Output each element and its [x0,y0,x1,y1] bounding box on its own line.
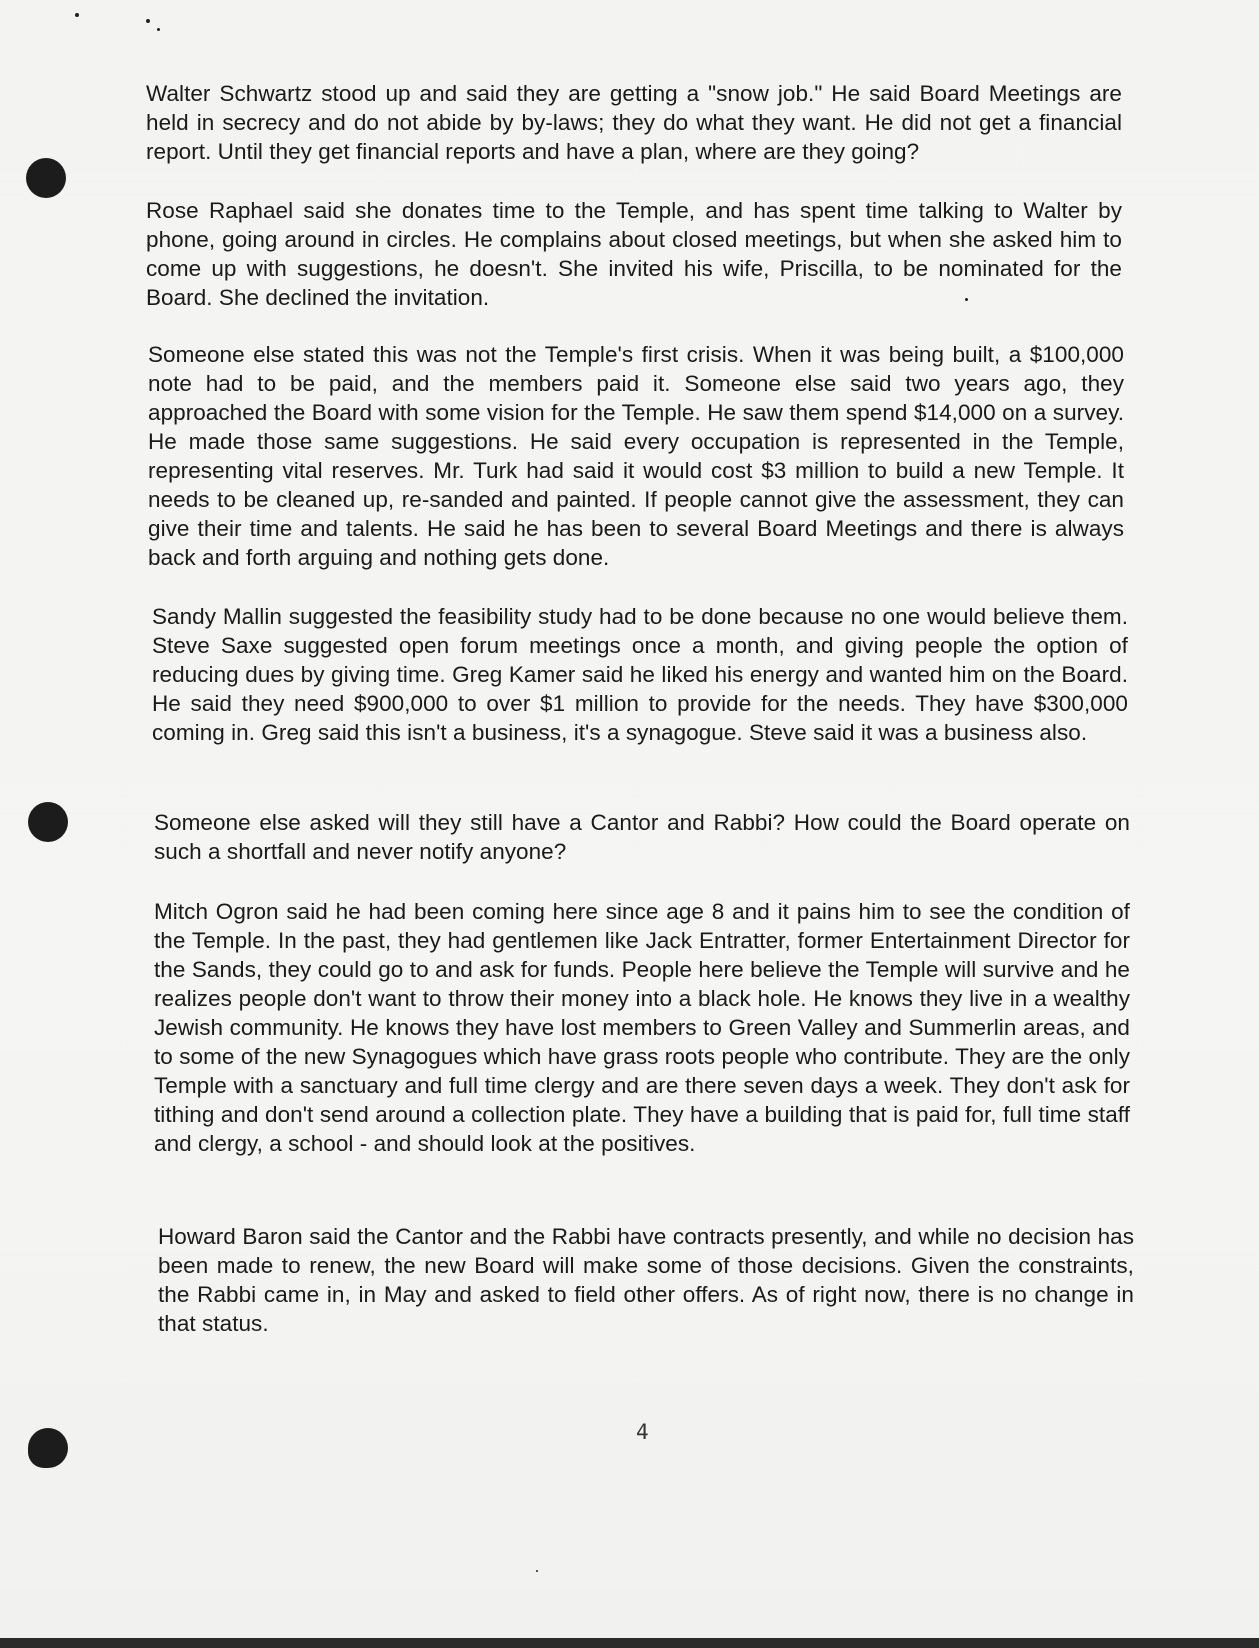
scan-speck [75,13,79,17]
paragraph-rose-raphael: Rose Raphael said she donates time to the Temple, and has spent time talking to Walter by phone, going around in circles. He complains about closed meetings, but when she asked him to come up with suggestions, he doesn't. She invited his wife, Priscilla, to be nominated for the Board. She declined the invitation. [146,198,1122,310]
paragraph-mitch-ogron: Mitch Ogron said he had been coming here since age 8 and it pains him to see the condition of the Temple. In the past, they had gentlemen like Jack Entratter, former Entertainment Director for the Sands, they could go to and ask for funds. People here believe the Temple will survive and he realizes people don't want to throw their money into a black hole. He knows they live in a wealthy Jewish community. He knows they have lost members to Green Valley and Summerlin areas, and to some of the new Synagogues which have grass roots people who contribute. They are the only Temple with a sanctuary and full time clergy and are there seven days a week. They don't ask for tithing and don't send around a collection plate. They have a building that is paid for, full time staff and clergy, a school - and should look at the positives. [154,899,1130,1156]
punch-hole-middle [28,802,68,842]
paragraph-walter-schwartz: Walter Schwartz stood up and said they are getting a "snow job." He said Board Meetings are held in secrecy and do not abide by by-laws; they do what they want. He did not get a financial report. Until they get financial reports and have a plan, where are they going? [146,81,1122,164]
scan-bottom-edge [0,1638,1259,1648]
page-number: 4 [636,1420,649,1444]
scan-speck [157,28,160,31]
scan-speck [536,1570,538,1572]
punch-hole-top [26,158,66,198]
paragraph-temple-crisis: Someone else stated this was not the Temple's first crisis. When it was being built, a $100,000 note had to be paid, and the members paid it. Someone else said two years ago, they approached the Board with some vision for the Temple. He saw them spend $14,000 on a survey. He made those same suggestions. He said every occupation is represented in the Temple, representing vital reserves. Mr. Turk had said it would cost $3 million to build a new Temple. It needs to be cleaned up, re-sanded and painted. If people cannot give the assessment, they can give their time and talents. He said he has been to several Board Meetings and there is always back and forth arguing and nothing gets done. [148,342,1124,570]
punch-hole-bottom [28,1428,68,1468]
paragraph-howard-baron: Howard Baron said the Cantor and the Rabbi have contracts presently, and while no decision has been made to renew, the new Board will make some of those decisions. Given the constraints, the Rabbi came in, in May and asked to field other offers. As of right now, there is no change in that status. [158,1224,1134,1336]
paragraph-sandy-mallin: Sandy Mallin suggested the feasibility study had to be done because no one would believe them. Steve Saxe suggested open forum meetings once a month, and giving people the option of reducing dues by giving time. Greg Kamer said he liked his energy and wanted him on the Board. He said they need $900,000 to over $1 million to provide for the needs. They have $300,000 coming in. Greg said this isn't a business, it's a synagogue. Steve said it was a business also. [152,604,1128,745]
paragraph-cantor-rabbi-question: Someone else asked will they still have a Cantor and Rabbi? How could the Board operate on such a shortfall and never notify anyone? [154,810,1130,864]
scan-speck [146,19,150,23]
